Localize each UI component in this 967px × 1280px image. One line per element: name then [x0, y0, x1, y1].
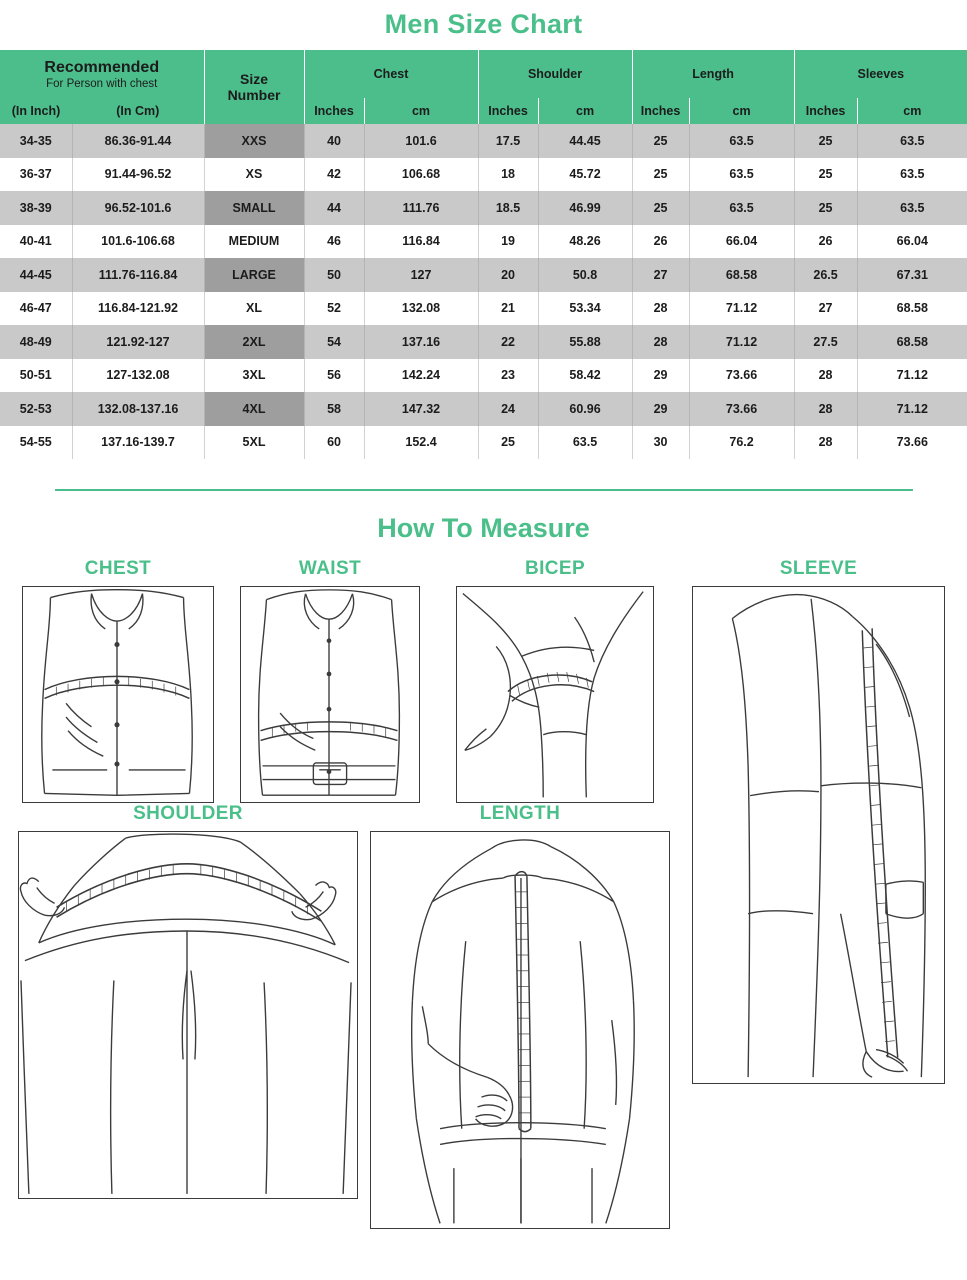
cell-size-name: 3XL	[204, 359, 304, 393]
cell-sleeves-cm: 73.66	[857, 426, 967, 460]
panel-caption-shoulder: SHOULDER	[133, 803, 243, 824]
cell-size-name: XXS	[204, 124, 304, 158]
table-row	[0, 191, 967, 225]
cell-recommended-cm: 86.36-91.44	[72, 124, 204, 158]
cell-shoulder-cm: 53.34	[538, 292, 632, 326]
illustration-chest	[22, 586, 214, 803]
cell-length-inches: 28	[632, 325, 689, 359]
cell-length-inches: 28	[632, 292, 689, 326]
cell-chest-inches: 50	[304, 258, 364, 292]
cell-recommended-inch: 50-51	[0, 359, 72, 393]
cell-shoulder-inches: 17.5	[478, 124, 538, 158]
cell-length-inches: 25	[632, 191, 689, 225]
panel-caption-length: LENGTH	[479, 803, 561, 824]
panel-bicep	[456, 558, 654, 803]
cell-chest-cm: 152.4	[364, 426, 478, 460]
panel-caption-waist: WAIST	[298, 558, 362, 579]
header-rec-cm: (In Cm)	[72, 98, 204, 124]
cell-sleeves-cm: 71.12	[857, 359, 967, 393]
cell-shoulder-inches: 24	[478, 392, 538, 426]
cell-recommended-inch: 40-41	[0, 225, 72, 259]
cell-sleeves-cm: 71.12	[857, 392, 967, 426]
cell-chest-cm: 147.32	[364, 392, 478, 426]
cell-size-name: 2XL	[204, 325, 304, 359]
cell-shoulder-cm: 50.8	[538, 258, 632, 292]
header-sleeves-inches: Inches	[794, 98, 857, 124]
cell-length-inches: 25	[632, 158, 689, 192]
header-sleeves-cm: cm	[857, 98, 967, 124]
cell-chest-inches: 58	[304, 392, 364, 426]
cell-chest-cm: 111.76	[364, 191, 478, 225]
table-row	[0, 325, 967, 359]
cell-chest-inches: 60	[304, 426, 364, 460]
cell-length-inches: 27	[632, 258, 689, 292]
cell-recommended-cm: 132.08-137.16	[72, 392, 204, 426]
cell-chest-inches: 54	[304, 325, 364, 359]
cell-size-name: XL	[204, 292, 304, 326]
cell-length-cm: 66.04	[689, 225, 794, 259]
cell-shoulder-inches: 21	[478, 292, 538, 326]
cell-sleeves-inches: 27.5	[794, 325, 857, 359]
size-chart-table	[0, 50, 967, 459]
header-recommended: Recommended For Person with chest	[0, 50, 204, 98]
table-header	[0, 50, 967, 124]
cell-recommended-inch: 34-35	[0, 124, 72, 158]
cell-shoulder-cm: 55.88	[538, 325, 632, 359]
header-shoulder-cm: cm	[538, 98, 632, 124]
table-row	[0, 124, 967, 158]
illustration-shoulder	[18, 831, 358, 1199]
cell-size-name: LARGE	[204, 258, 304, 292]
cell-length-inches: 29	[632, 392, 689, 426]
header-chest-cm: cm	[364, 98, 478, 124]
cell-shoulder-inches: 25	[478, 426, 538, 460]
header-shoulder: Shoulder	[478, 50, 632, 98]
cell-chest-inches: 56	[304, 359, 364, 393]
illustration-length	[370, 831, 670, 1229]
panel-caption-bicep: BICEP	[524, 558, 586, 579]
panel-sleeve	[692, 558, 945, 1084]
cell-chest-inches: 52	[304, 292, 364, 326]
panel-caption-chest: CHEST	[84, 558, 152, 579]
cell-chest-cm: 101.6	[364, 124, 478, 158]
cell-sleeves-cm: 68.58	[857, 292, 967, 326]
header-size-number: Size Number	[204, 50, 304, 124]
cell-sleeves-inches: 26.5	[794, 258, 857, 292]
table-row	[0, 158, 967, 192]
cell-recommended-cm: 91.44-96.52	[72, 158, 204, 192]
cell-size-name: MEDIUM	[204, 225, 304, 259]
cell-sleeves-inches: 28	[794, 392, 857, 426]
cell-recommended-cm: 96.52-101.6	[72, 191, 204, 225]
cell-sleeves-cm: 63.5	[857, 191, 967, 225]
cell-recommended-cm: 121.92-127	[72, 325, 204, 359]
table-row	[0, 292, 967, 326]
cell-chest-cm: 132.08	[364, 292, 478, 326]
cell-length-cm: 73.66	[689, 392, 794, 426]
header-length-inches: Inches	[632, 98, 689, 124]
header-sleeves: Sleeves	[794, 50, 967, 98]
cell-recommended-cm: 137.16-139.7	[72, 426, 204, 460]
cell-chest-cm: 137.16	[364, 325, 478, 359]
cell-chest-inches: 42	[304, 158, 364, 192]
cell-length-cm: 63.5	[689, 158, 794, 192]
cell-shoulder-cm: 60.96	[538, 392, 632, 426]
cell-size-name: 4XL	[204, 392, 304, 426]
section-divider	[55, 489, 913, 491]
cell-length-inches: 29	[632, 359, 689, 393]
panel-waist	[240, 558, 420, 803]
cell-shoulder-inches: 18	[478, 158, 538, 192]
cell-sleeves-cm: 67.31	[857, 258, 967, 292]
cell-recommended-cm: 127-132.08	[72, 359, 204, 393]
cell-chest-inches: 46	[304, 225, 364, 259]
cell-length-cm: 68.58	[689, 258, 794, 292]
cell-recommended-inch: 36-37	[0, 158, 72, 192]
cell-sleeves-cm: 63.5	[857, 124, 967, 158]
cell-length-cm: 63.5	[689, 191, 794, 225]
cell-shoulder-inches: 23	[478, 359, 538, 393]
cell-size-name: XS	[204, 158, 304, 192]
table-row	[0, 258, 967, 292]
cell-sleeves-inches: 27	[794, 292, 857, 326]
cell-sleeves-inches: 25	[794, 124, 857, 158]
header-chest-inches: Inches	[304, 98, 364, 124]
page-title: Men Size Chart	[384, 9, 583, 39]
cell-sleeves-inches: 25	[794, 191, 857, 225]
cell-shoulder-inches: 19	[478, 225, 538, 259]
cell-length-inches: 26	[632, 225, 689, 259]
cell-sleeves-inches: 25	[794, 158, 857, 192]
illustration-sleeve	[692, 586, 945, 1084]
cell-sleeves-cm: 63.5	[857, 158, 967, 192]
cell-shoulder-cm: 45.72	[538, 158, 632, 192]
header-length-cm: cm	[689, 98, 794, 124]
cell-sleeves-cm: 68.58	[857, 325, 967, 359]
cell-chest-cm: 106.68	[364, 158, 478, 192]
cell-shoulder-cm: 58.42	[538, 359, 632, 393]
cell-recommended-cm: 101.6-106.68	[72, 225, 204, 259]
cell-recommended-inch: 52-53	[0, 392, 72, 426]
cell-recommended-inch: 48-49	[0, 325, 72, 359]
cell-sleeves-inches: 28	[794, 426, 857, 460]
header-chest: Chest	[304, 50, 478, 98]
panel-length	[370, 803, 670, 1229]
header-shoulder-inches: Inches	[478, 98, 538, 124]
cell-sleeves-inches: 28	[794, 359, 857, 393]
measure-panels	[0, 558, 967, 1238]
cell-shoulder-cm: 48.26	[538, 225, 632, 259]
cell-shoulder-inches: 20	[478, 258, 538, 292]
header-rec-inch: (In Inch)	[0, 98, 72, 124]
cell-chest-cm: 127	[364, 258, 478, 292]
cell-recommended-inch: 46-47	[0, 292, 72, 326]
table-row	[0, 225, 967, 259]
cell-length-cm: 71.12	[689, 325, 794, 359]
cell-recommended-inch: 44-45	[0, 258, 72, 292]
illustration-waist	[240, 586, 420, 803]
cell-shoulder-cm: 46.99	[538, 191, 632, 225]
panel-chest	[22, 558, 214, 803]
table-body	[0, 124, 967, 459]
cell-length-inches: 30	[632, 426, 689, 460]
cell-recommended-cm: 111.76-116.84	[72, 258, 204, 292]
panel-shoulder	[18, 803, 358, 1199]
cell-recommended-inch: 54-55	[0, 426, 72, 460]
cell-length-inches: 25	[632, 124, 689, 158]
cell-length-cm: 73.66	[689, 359, 794, 393]
cell-shoulder-inches: 18.5	[478, 191, 538, 225]
table-row	[0, 392, 967, 426]
cell-shoulder-cm: 63.5	[538, 426, 632, 460]
cell-length-cm: 63.5	[689, 124, 794, 158]
cell-chest-cm: 116.84	[364, 225, 478, 259]
how-to-measure-title: How To Measure	[377, 513, 590, 543]
size-chart-section	[0, 50, 967, 459]
cell-shoulder-inches: 22	[478, 325, 538, 359]
cell-size-name: 5XL	[204, 426, 304, 460]
cell-sleeves-cm: 66.04	[857, 225, 967, 259]
cell-chest-inches: 40	[304, 124, 364, 158]
illustration-bicep	[456, 586, 654, 803]
header-length: Length	[632, 50, 794, 98]
cell-sleeves-inches: 26	[794, 225, 857, 259]
panel-caption-sleeve: SLEEVE	[779, 558, 858, 579]
cell-chest-inches: 44	[304, 191, 364, 225]
cell-recommended-cm: 116.84-121.92	[72, 292, 204, 326]
cell-shoulder-cm: 44.45	[538, 124, 632, 158]
table-row	[0, 426, 967, 460]
cell-size-name: SMALL	[204, 191, 304, 225]
table-row	[0, 359, 967, 393]
cell-length-cm: 76.2	[689, 426, 794, 460]
cell-recommended-inch: 38-39	[0, 191, 72, 225]
cell-chest-cm: 142.24	[364, 359, 478, 393]
cell-length-cm: 71.12	[689, 292, 794, 326]
